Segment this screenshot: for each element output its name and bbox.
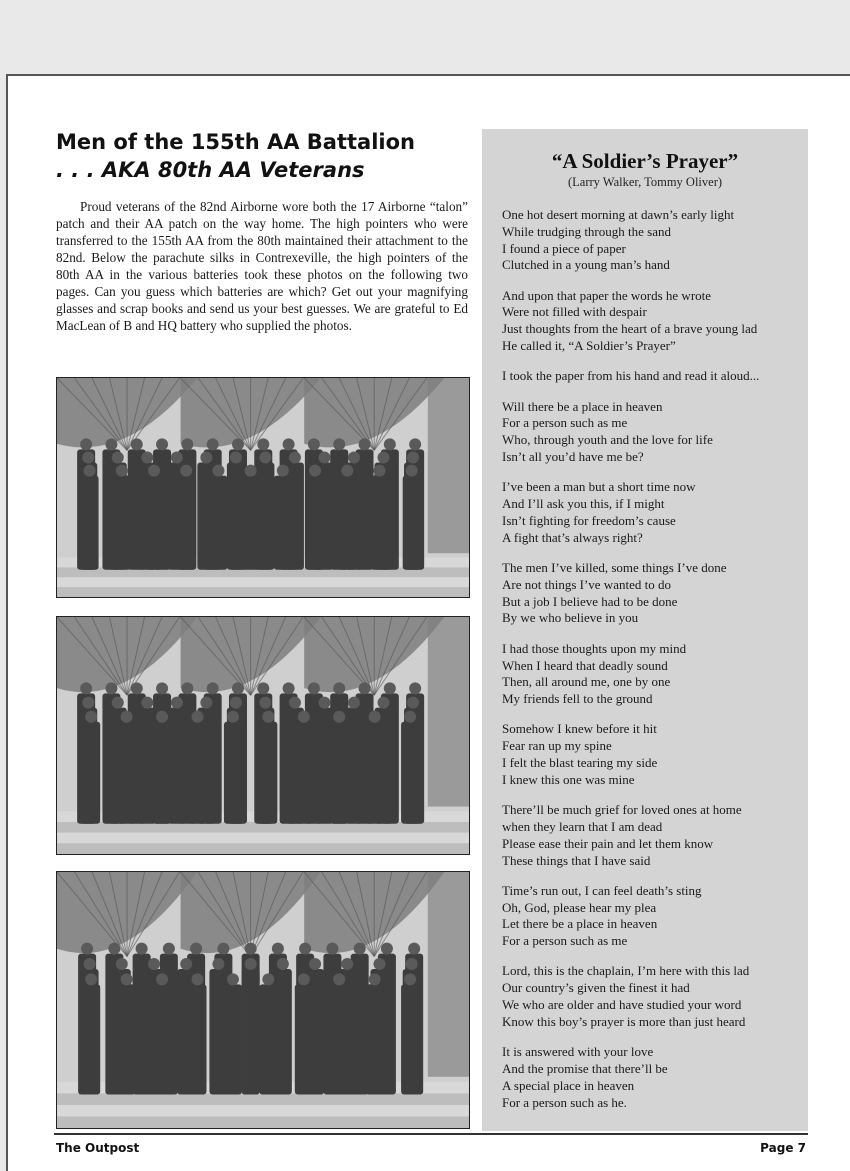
- poem-line: One hot desert morning at dawn’s early light: [502, 207, 735, 222]
- poem-line: Then, all around me, one by one: [502, 674, 671, 690]
- photo-illustration: [57, 378, 469, 597]
- poem-stanza: [502, 802, 802, 869]
- headline-line-2: . . . AKA 80th AA Veterans: [56, 158, 365, 182]
- poem-line: I knew this one was mine: [502, 771, 635, 787]
- poem-stanza: [502, 207, 802, 274]
- poem-line: It is answered with your love: [502, 1044, 654, 1060]
- poem-line: Were not filled with despair: [502, 304, 647, 320]
- poem-line: when they learn that I am dead: [502, 818, 663, 834]
- poem-stanza: [502, 721, 802, 788]
- poem-line: When I heard that deadly sound: [502, 657, 668, 673]
- group-photo-1: [56, 377, 470, 598]
- poem-stanza: [502, 560, 802, 627]
- poem-line: He called it, “A Soldier’s Prayer”: [502, 338, 676, 354]
- poem-line: And the promise that there’ll be: [502, 1060, 668, 1076]
- poem-line: These things that I have said: [502, 852, 651, 868]
- poem-line: I’ve been a man but a short time now: [502, 479, 696, 495]
- poem-line: Somehow I knew before it hit: [502, 721, 657, 737]
- poem-line: Oh, God, please hear my plea: [502, 899, 657, 915]
- poem-line: For a person such as me: [502, 933, 628, 949]
- poem-line: For a person such as he.: [502, 1094, 627, 1110]
- photo-illustration: [57, 872, 469, 1128]
- article-headline: [56, 128, 476, 184]
- poem-line: Our country’s given the finest it had: [502, 980, 690, 996]
- poem-line: Please ease their pain and let them know: [502, 835, 714, 851]
- footer-rule: [54, 1133, 808, 1135]
- poem-line: Time’s run out, I can feel death’s sting: [502, 882, 702, 898]
- poem-line: But a job I believe had to be done: [502, 593, 678, 609]
- poem-line: While trudging through the sand: [502, 223, 671, 239]
- poem-line: A special place in heaven: [502, 1077, 635, 1093]
- poem-title: “A Soldier’s Prayer”: [551, 149, 739, 173]
- poem-line: Isn’t fighting for freedom’s cause: [502, 512, 676, 528]
- poem-stanza: [502, 963, 802, 1030]
- poem-line: Are not things I’ve wanted to do: [502, 576, 671, 592]
- poem-line: Let there be a place in heaven: [502, 916, 658, 932]
- article-intro: Proud veterans of the 82nd Airborne wore both the 17 Airborne “talon” patch and their AA patch on the way home. The high pointers who were transferred to the 155th AA from the 80th maintained their attachment to the 82nd. Below the parachute silks in Contrexeville, the high pointers of the 80th AA in the various batteries took these photos on the following two pages. Can you guess which batteries are which? Get out your magnifying glasses and scrap books and send us your best guesses. We are grateful to Ed MacLean of B and HQ battery who supplied the photos.: [56, 199, 468, 333]
- poem-line: The men I’ve killed, some things I’ve done: [502, 560, 727, 576]
- poem-stanza: [502, 368, 802, 385]
- poem-line: For a person such as me: [502, 415, 628, 431]
- group-photo-3: [56, 871, 470, 1129]
- poem-sidebar: [482, 129, 808, 1131]
- poem-line: Who, through youth and the love for life: [502, 432, 713, 448]
- poem-line: Lord, this is the chaplain, I’m here with this lad: [502, 963, 750, 979]
- poem-line: And upon that paper the words he wrote: [502, 287, 712, 303]
- poem-line: And I’ll ask you this, if I might: [502, 496, 665, 512]
- poem-stanza: [502, 883, 802, 950]
- poem-stanza: [502, 479, 802, 546]
- poem-line: There’ll be much grief for loved ones at home: [502, 802, 742, 818]
- poem-authors: (Larry Walker, Tommy Oliver): [567, 175, 723, 189]
- poem-line: We who are older and have studied your word: [502, 997, 742, 1013]
- poem-line: I found a piece of paper: [502, 240, 626, 256]
- headline-line-1: Men of the 155th AA Battalion: [56, 130, 415, 154]
- photo-illustration: [57, 617, 469, 854]
- poem-stanza: [502, 1044, 802, 1111]
- poem-line: My friends fell to the ground: [502, 691, 653, 707]
- poem-line: I felt the blast tearing my side: [502, 755, 658, 771]
- footer-page-number: Page 7: [760, 1141, 806, 1155]
- poem-line: Know this boy’s prayer is more than just heard: [502, 1013, 746, 1029]
- poem-line: Clutched in a young man’s hand: [502, 257, 670, 273]
- poem-stanza: [502, 288, 802, 355]
- poem-line: Fear ran up my spine: [502, 738, 612, 754]
- group-photo-2: [56, 616, 470, 855]
- poem-line: I had those thoughts upon my mind: [502, 640, 687, 656]
- poem-line: I took the paper from his hand and read it aloud...: [502, 368, 760, 384]
- poem-stanza: [502, 641, 802, 708]
- footer-publication: The Outpost: [56, 1141, 140, 1155]
- poem-body: [502, 207, 802, 1125]
- poem-line: Will there be a place in heaven: [502, 398, 663, 414]
- poem-line: A fight that’s always right?: [502, 529, 643, 545]
- poem-line: Isn’t all you’d have me be?: [502, 449, 644, 465]
- poem-line: By we who believe in you: [502, 610, 639, 626]
- poem-stanza: [502, 399, 802, 466]
- poem-line: Just thoughts from the heart of a brave young lad: [502, 321, 758, 337]
